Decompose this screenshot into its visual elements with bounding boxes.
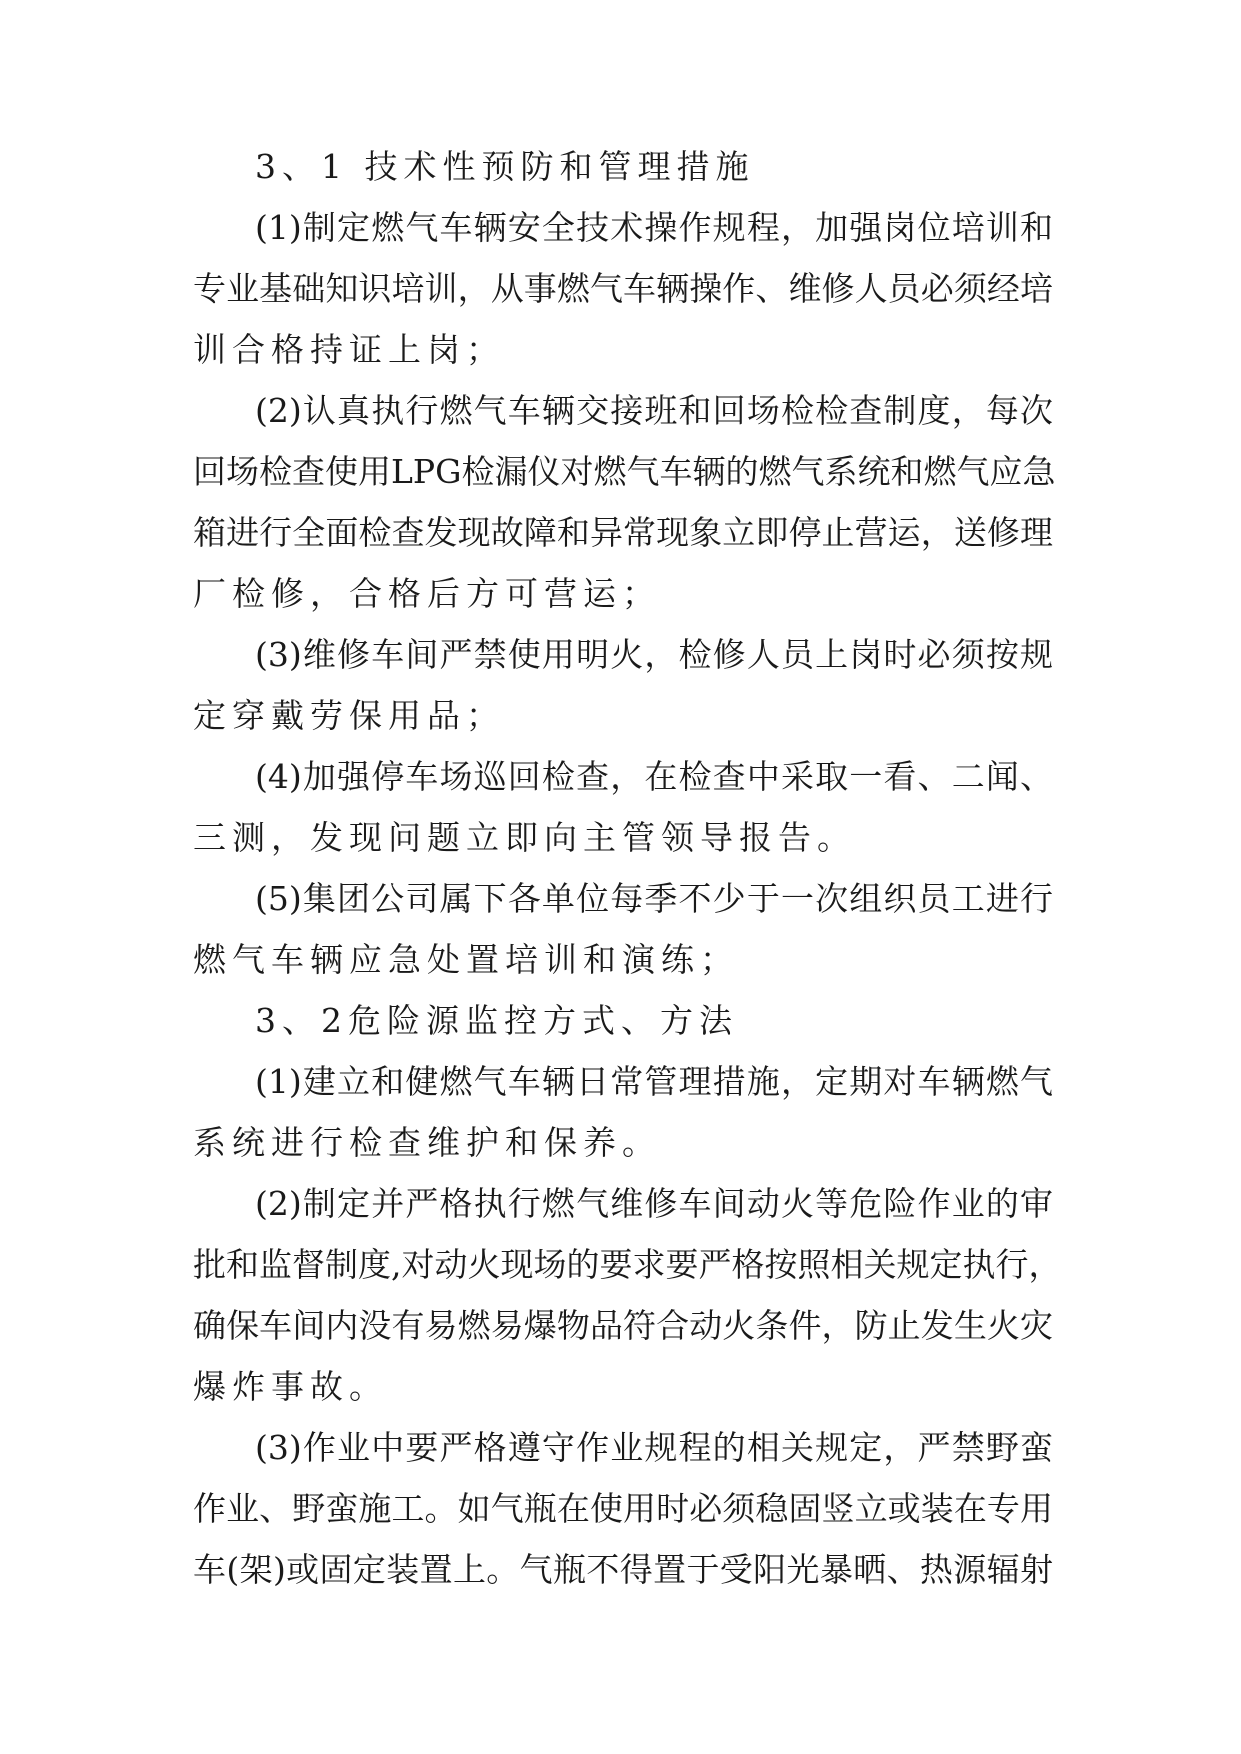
paragraph-line: (1)建立和健燃气车辆日常管理措施，定期对车辆燃气 <box>255 1062 1053 1101</box>
paragraph-line: 回场检查使用LPG检漏仪对燃气车辆的燃气系统和燃气应急 <box>193 452 1056 491</box>
paragraph-line: (5)集团公司属下各单位每季不少于一次组织员工进行 <box>255 879 1053 918</box>
paragraph-line: 箱进行全面检查发现故障和异常现象立即停止营运，送修理 <box>193 513 1053 552</box>
paragraph-line: 系统进行检查维护和保养。 <box>193 1123 661 1162</box>
paragraph-line: 燃气车辆应急处置培训和演练； <box>193 940 739 979</box>
paragraph-line: 爆炸事故。 <box>193 1367 388 1406</box>
paragraph-line: 三测，发现问题立即向主管领导报告。 <box>193 818 856 857</box>
paragraph-line: 确保车间内没有易燃易爆物品符合动火条件，防止发生火灾 <box>193 1306 1053 1345</box>
paragraph-line: 厂检修，合格后方可营运； <box>193 574 661 613</box>
paragraph-line: (2)制定并严格执行燃气维修车间动火等危险作业的审 <box>255 1184 1053 1223</box>
paragraph-line: (4)加强停车场巡回检查，在检查中采取一看、二闻、 <box>255 757 1053 796</box>
paragraph-line: (1)制定燃气车辆安全技术操作规程，加强岗位培训和 <box>255 208 1053 247</box>
paragraph-line: 车(架)或固定装置上。气瓶不得置于受阳光暴晒、热源辐射 <box>193 1550 1053 1589</box>
paragraph-line: (3)维修车间严禁使用明火，检修人员上岗时必须按规 <box>255 635 1053 674</box>
section-heading-3-2: 3、2危险源监控方式、方法 <box>255 1001 738 1040</box>
paragraph-line: (3)作业中要严格遵守作业规程的相关规定，严禁野蛮 <box>255 1428 1053 1467</box>
paragraph-line: 作业、野蛮施工。如气瓶在使用时必须稳固竖立或装在专用 <box>193 1489 1053 1528</box>
paragraph-line: (2)认真执行燃气车辆交接班和回场检检查制度，每次 <box>255 391 1053 430</box>
paragraph-line: 定穿戴劳保用品； <box>193 696 505 735</box>
paragraph-line: 专业基础知识培训，从事燃气车辆操作、维修人员必须经培 <box>193 269 1053 308</box>
paragraph-line: 批和监督制度,对动火现场的要求要严格按照相关规定执行， <box>193 1245 1062 1284</box>
paragraph-line: 训合格持证上岗； <box>193 330 505 369</box>
section-heading-3-1: 3、1 技术性预防和管理措施 <box>255 147 755 186</box>
